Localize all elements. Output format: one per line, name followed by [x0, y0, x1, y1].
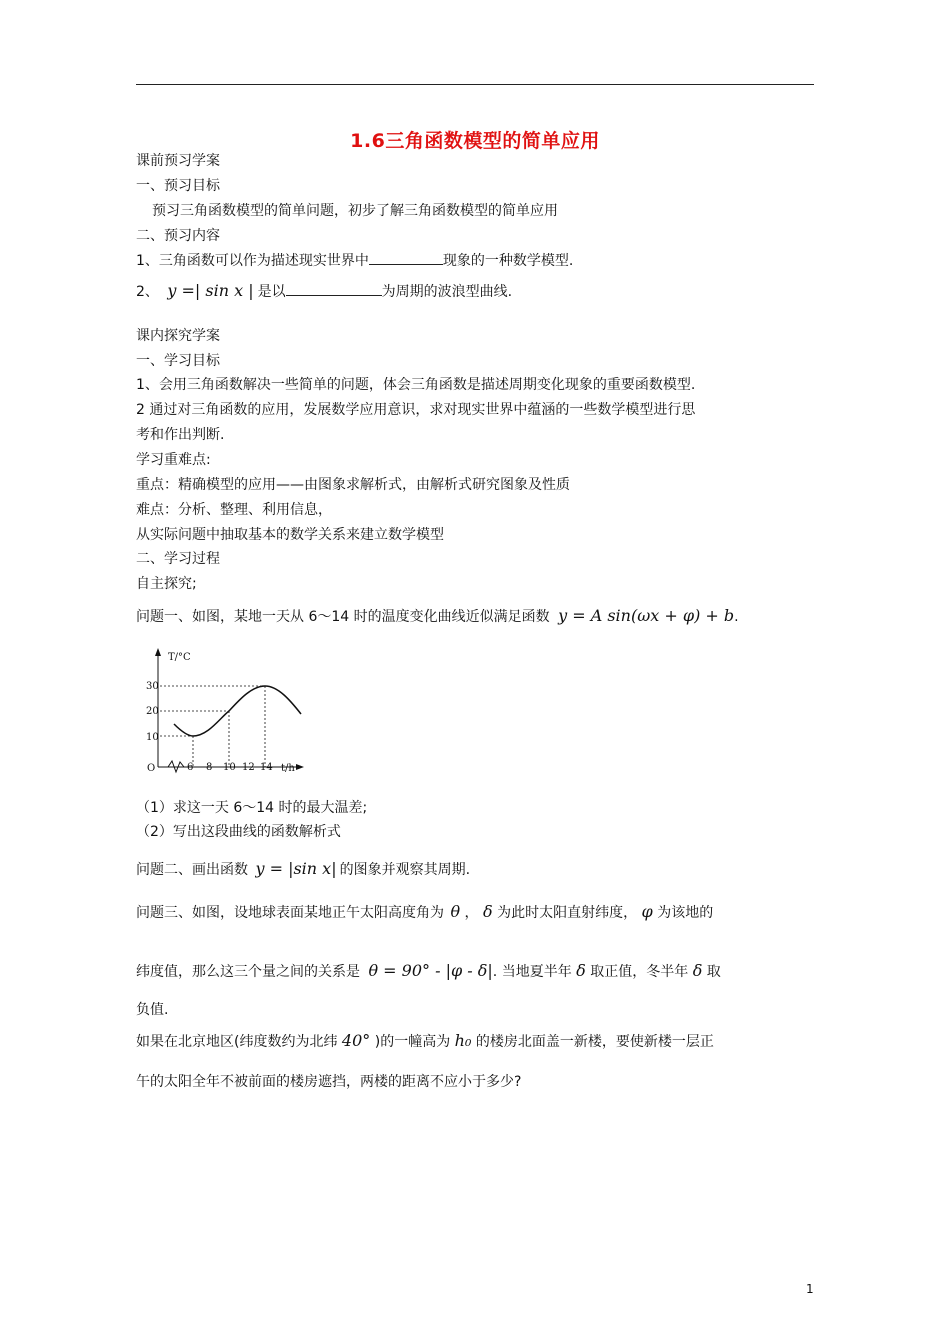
- process-heading: 二、学习过程: [136, 551, 220, 567]
- question-3-line1: [136, 902, 713, 923]
- delta-symbol-2: δ: [576, 961, 586, 980]
- q3-text-f: . 当地夏半年: [492, 964, 572, 980]
- delta-symbol-3: δ: [692, 961, 703, 980]
- q1-end: .: [734, 609, 739, 625]
- origin-label: O: [147, 763, 156, 774]
- difficult-point-2: 从实际问题中抽取基本的数学关系来建立数学模型: [136, 527, 444, 543]
- y-tick-20: 20: [146, 706, 159, 717]
- q3-comma: ，: [464, 905, 479, 921]
- learning-goal-2-line2: 考和作出判断.: [136, 427, 225, 443]
- header-rule: [136, 84, 814, 85]
- item2-text-c: 为周期的波浪型曲线.: [381, 284, 513, 300]
- preview-goal-heading: 一、预习目标: [136, 178, 220, 194]
- in-class-heading: 课内探究学案: [136, 328, 220, 344]
- key-points-heading: 学习重难点:: [136, 452, 211, 468]
- delta-symbol: δ: [483, 902, 493, 921]
- item1-text-b: 现象的一种数学模型.: [442, 253, 574, 269]
- x-tick-10: 10: [223, 762, 236, 773]
- q3-text-e: 纬度值，那么这三个量之间的关系是: [136, 964, 360, 980]
- q3-text-c: 为此时太阳直射纬度，: [497, 905, 638, 921]
- angle-40: 40°: [341, 1031, 371, 1050]
- q3-formula: θ = 90° - |φ - δ|: [368, 961, 493, 980]
- question-4-line1: [136, 1031, 714, 1052]
- key-point: 重点：精确模型的应用——由图象求解析式，由解析式研究图象及性质: [136, 477, 570, 493]
- question-4-line2: 午的太阳全年不被前面的楼房遮挡，两楼的距离不应小于多少?: [136, 1074, 522, 1090]
- learning-goal-1: 1、会用三角函数解决一些简单的问题，体会三角函数是描述周期变化现象的重要函数模型.: [136, 377, 696, 393]
- item1-text-a: 1、三角函数可以作为描述现实世界中: [136, 253, 369, 269]
- learning-goal-heading: 一、学习目标: [136, 353, 220, 369]
- q4-text-a: 如果在北京地区(纬度数约为北纬: [136, 1034, 338, 1050]
- q3-text-h: 取: [706, 964, 721, 980]
- preview-item-2: [136, 281, 512, 302]
- q3-text-g: 取正值，冬半年: [590, 964, 689, 980]
- item2-formula: y =| sin x |: [167, 281, 254, 300]
- learning-goal-2-line1: 2 通过对三角函数的应用，发展数学应用意识，求对现实世界中蕴涵的一些数学模型进行思: [136, 402, 696, 418]
- x-tick-14: 14: [260, 762, 273, 773]
- question-1-part-1: （1）求这一天 6～14 时的最大温差;: [136, 800, 368, 816]
- phi-symbol: φ: [641, 902, 653, 921]
- x-tick-8: 8: [206, 762, 213, 773]
- x-tick-6: 6: [187, 762, 194, 773]
- q3-text-d: 为该地的: [657, 905, 714, 921]
- theta-symbol: θ: [450, 902, 461, 921]
- q1-formula: y = A sin(ωx + φ) + b: [558, 606, 735, 625]
- q2-text-b: 的图象并观察其周期.: [339, 862, 471, 878]
- q4-text-b: )的一幢高为: [374, 1034, 451, 1050]
- x-tick-12: 12: [242, 762, 255, 773]
- preview-goal-text: 预习三角函数模型的简单问题，初步了解三角函数模型的简单应用: [152, 203, 558, 219]
- y-axis-arrow: [155, 648, 161, 656]
- question-3-line3: 负值.: [136, 1002, 169, 1018]
- preview-content-heading: 二、预习内容: [136, 228, 220, 244]
- item2-text-a: 2、: [136, 284, 159, 300]
- y-tick-10: 10: [146, 732, 159, 743]
- question-1-part-2: （2）写出这段曲线的函数解析式: [136, 824, 341, 840]
- q4-text-c: 的楼房北面盖一新楼，要使新楼一层正: [475, 1034, 714, 1050]
- height-h0: h₀: [454, 1031, 472, 1050]
- temperature-graph: [130, 644, 310, 779]
- q3-text-a: 问题三、如图，设地球表面某地正午太阳高度角为: [136, 905, 444, 921]
- y-tick-30: 30: [146, 681, 159, 692]
- fill-blank-1[interactable]: [369, 250, 443, 265]
- x-axis-label: t/h: [281, 763, 295, 774]
- question-1: [136, 606, 739, 627]
- q2-formula: y = |sin x|: [255, 859, 337, 878]
- question-2: [136, 859, 470, 880]
- question-3-line2: [136, 961, 721, 982]
- x-axis-arrow: [296, 764, 304, 770]
- self-explore: 自主探究;: [136, 576, 197, 592]
- preview-item-1: [136, 250, 573, 271]
- difficult-point: 难点：分析、整理、利用信息，: [136, 502, 332, 518]
- q1-text: 问题一、如图，某地一天从 6～14 时的温度变化曲线近似满足函数: [136, 609, 550, 625]
- page-number: 1: [806, 1282, 814, 1296]
- pre-class-heading: 课前预习学案: [136, 153, 220, 169]
- y-axis-label: T/°C: [168, 652, 191, 663]
- page-title: 1.6三角函数模型的简单应用: [350, 130, 600, 152]
- q2-text-a: 问题二、画出函数: [136, 862, 248, 878]
- fill-blank-2[interactable]: [286, 281, 382, 296]
- item2-text-b: 是以: [257, 284, 286, 300]
